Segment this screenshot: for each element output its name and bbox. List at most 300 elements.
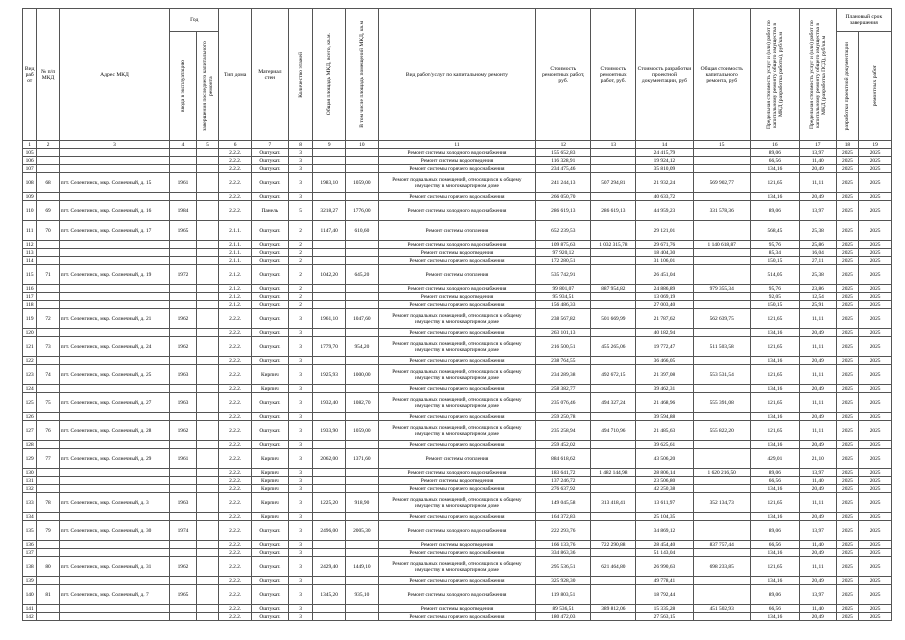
- cell-mkd-number: 81: [37, 585, 59, 605]
- table-row: [23, 449, 892, 469]
- cell-limit-psd: 20,49: [799, 193, 836, 201]
- cell-house-type: 2.2.2.: [219, 521, 252, 541]
- cell-repair-cost: 884 618,62: [536, 449, 591, 469]
- cell-floors: 3: [288, 577, 313, 585]
- cell-mkd-number: [37, 257, 59, 265]
- cell-total-cost: 555 391,08: [693, 393, 750, 413]
- cell-total-cost: [693, 413, 750, 421]
- cell-plan-design: 2025: [836, 449, 858, 469]
- column-number: 13: [591, 141, 636, 149]
- cell-repair-cost: 172 280,51: [536, 257, 591, 265]
- cell-wall-material: Оштукат.: [251, 541, 288, 549]
- cell-address: пгт. Селенгинск, мкр. Солнечный, д. 24: [59, 337, 169, 357]
- cell-total-area: 1933,90: [313, 421, 346, 441]
- cell-floors: 3: [288, 549, 313, 557]
- cell-wall-material: Оштукат.: [251, 585, 288, 605]
- cell-address: [59, 549, 169, 557]
- table-row: [23, 513, 892, 521]
- cell-floors: 3: [288, 365, 313, 385]
- cell-total-area: [313, 385, 346, 393]
- cell-address: [59, 577, 169, 585]
- cell-work-number: 124: [23, 385, 37, 393]
- cell-limit-psd: 20,49: [799, 577, 836, 585]
- cell-work-number: 139: [23, 577, 37, 585]
- cell-limit-works: 121,65: [750, 393, 799, 413]
- cell-work-number: 136: [23, 541, 37, 549]
- cell-limit-psd: 11,40: [799, 541, 836, 549]
- cell-last-repair-year: [196, 285, 219, 293]
- cell-limit-works: 150,15: [750, 301, 799, 309]
- cell-total-area: 1983,10: [313, 173, 346, 193]
- cell-last-repair-year: [196, 309, 219, 329]
- cell-mkd-number: 77: [37, 449, 59, 469]
- header-last-repair-year: завершения последнего капитального ремонта: [196, 32, 219, 141]
- cell-plan-repair: 2025: [859, 421, 892, 441]
- cell-commission-year: 1974: [170, 521, 197, 541]
- cell-work-kind: Ремонт системы холодного водоснабжения: [378, 585, 535, 605]
- cell-premises-area: 954,20: [346, 337, 379, 357]
- cell-plan-design: 2025: [836, 577, 858, 585]
- cell-plan-design: 2025: [836, 385, 858, 393]
- cell-total-cost: [693, 613, 750, 621]
- cell-premises-area: [346, 293, 379, 301]
- cell-design-cost: 18 792,44: [636, 585, 693, 605]
- cell-limit-psd: 25,86: [799, 241, 836, 249]
- column-number: 2: [37, 141, 59, 149]
- cell-address: пгт. Селенгинск, мкр. Солнечный, д. 7: [59, 585, 169, 605]
- cell-wall-material: Оштукат.: [251, 293, 288, 301]
- header-limit-cost-psd: Предельная стоимость услуг и (или) работ по капитальному ремонту общего имущества в МКД (разработка ПСД), руб/кв.м: [799, 9, 836, 141]
- cell-total-area: 1925,93: [313, 365, 346, 385]
- cell-total-area: [313, 441, 346, 449]
- cell-work-number: 129: [23, 449, 37, 469]
- cell-wall-material: Оштукат.: [251, 337, 288, 357]
- cell-work-number: 113: [23, 249, 37, 257]
- cell-work-kind: Ремонт системы горячего водоснабжения: [378, 301, 535, 309]
- cell-design-cost: 21 468,96: [636, 393, 693, 413]
- cell-plan-design: 2025: [836, 149, 858, 157]
- cell-repair-cost: 234 475,46: [536, 165, 591, 173]
- column-number: 5: [196, 141, 219, 149]
- cell-address: пгт. Селенгинск, мкр. Солнечный, д. 19: [59, 265, 169, 285]
- cell-address: пгт. Селенгинск, мкр. Солнечный, д. 17: [59, 221, 169, 241]
- cell-repair-cost: 263 101,13: [536, 329, 591, 337]
- cell-floors: 3: [288, 165, 313, 173]
- cell-commission-year: [170, 165, 197, 173]
- cell-plan-repair: 2025: [859, 393, 892, 413]
- cell-commission-year: [170, 541, 197, 549]
- cell-floors: 2: [288, 241, 313, 249]
- cell-address: пгт. Селенгинск, мкр. Солнечный, д. 30: [59, 521, 169, 541]
- cell-limit-psd: 11,11: [799, 393, 836, 413]
- column-number: 16: [750, 141, 799, 149]
- cell-commission-year: 1961: [170, 449, 197, 469]
- cell-work-number: 135: [23, 521, 37, 541]
- cell-limit-psd: 11,11: [799, 421, 836, 441]
- cell-plan-design: 2025: [836, 541, 858, 549]
- header-repair-cost-2: Стоимость ремонтных работ, руб.: [591, 9, 636, 141]
- cell-last-repair-year: [196, 613, 219, 621]
- cell-total-area: [313, 249, 346, 257]
- cell-last-repair-year: [196, 193, 219, 201]
- cell-address: пгт. Селенгинск, мкр. Солнечный, д. 3: [59, 493, 169, 513]
- cell-plan-design: 2025: [836, 441, 858, 449]
- cell-address: [59, 357, 169, 365]
- cell-plan-repair: 2025: [859, 413, 892, 421]
- cell-address: пгт. Селенгинск, мкр. Солнечный, д. 31: [59, 557, 169, 577]
- cell-total-area: 2062,00: [313, 449, 346, 469]
- cell-floors: 3: [288, 157, 313, 165]
- cell-floors: 3: [288, 485, 313, 493]
- column-number: 4: [170, 141, 197, 149]
- cell-plan-design: 2025: [836, 265, 858, 285]
- cell-floors: 3: [288, 557, 313, 577]
- table-row: [23, 421, 892, 441]
- cell-total-area: [313, 157, 346, 165]
- cell-premises-area: 1082,70: [346, 393, 379, 413]
- cell-plan-design: 2025: [836, 193, 858, 201]
- cell-design-cost: 25 104,35: [636, 513, 693, 521]
- cell-mkd-number: 70: [37, 221, 59, 241]
- cell-premises-area: [346, 541, 379, 549]
- cell-repair-cost: 241 244,13: [536, 173, 591, 193]
- cell-design-cost: 13 069,19: [636, 293, 693, 301]
- table-row: [23, 477, 892, 485]
- cell-work-kind: Ремонт подвальных помещений, относящихся к общему имуществу в многоквартирном доме: [378, 173, 535, 193]
- cell-work-number: 110: [23, 201, 37, 221]
- cell-plan-repair: 2025: [859, 585, 892, 605]
- cell-plan-repair: 2025: [859, 469, 892, 477]
- cell-mkd-number: [37, 513, 59, 521]
- cell-plan-repair: 2025: [859, 221, 892, 241]
- cell-repair-cost: 222 293,76: [536, 521, 591, 541]
- cell-total-cost: [693, 513, 750, 521]
- cell-last-repair-year: [196, 257, 219, 265]
- cell-address: [59, 257, 169, 265]
- cell-total-cost: [693, 249, 750, 257]
- cell-design-cost: 44 959,23: [636, 201, 693, 221]
- cell-repair-cost: 235 076,46: [536, 393, 591, 413]
- cell-address: [59, 249, 169, 257]
- header-house-type: Тип дома: [219, 9, 252, 141]
- cell-limit-psd: 20,49: [799, 441, 836, 449]
- cell-work-kind: Ремонт системы горячего водоснабжения: [378, 549, 535, 557]
- cell-repair-total: 492 672,15: [591, 365, 636, 385]
- cell-mkd-number: [37, 441, 59, 449]
- cell-last-repair-year: [196, 357, 219, 365]
- cell-total-area: [313, 541, 346, 549]
- cell-work-number: 118: [23, 301, 37, 309]
- table-row: [23, 165, 892, 173]
- cell-plan-design: 2025: [836, 513, 858, 521]
- cell-limit-works: 134,16: [750, 485, 799, 493]
- cell-last-repair-year: [196, 265, 219, 285]
- cell-plan-repair: 2025: [859, 557, 892, 577]
- cell-total-cost: 698 233,85: [693, 557, 750, 577]
- capital-repair-table: [22, 8, 892, 621]
- cell-wall-material: Оштукат.: [251, 413, 288, 421]
- cell-design-cost: 39 594,88: [636, 413, 693, 421]
- cell-plan-design: 2025: [836, 549, 858, 557]
- cell-wall-material: Оштукат.: [251, 557, 288, 577]
- cell-mkd-number: [37, 605, 59, 613]
- cell-house-type: 2.2.2.: [219, 485, 252, 493]
- cell-floors: 3: [288, 329, 313, 337]
- cell-work-kind: Ремонт подвальных помещений, относящихся к общему имуществу в многоквартирном доме: [378, 309, 535, 329]
- cell-commission-year: 1963: [170, 365, 197, 385]
- cell-floors: 2: [288, 301, 313, 309]
- cell-mkd-number: [37, 357, 59, 365]
- cell-floors: 2: [288, 285, 313, 293]
- cell-repair-cost: 149 045,58: [536, 493, 591, 513]
- table-row: [23, 293, 892, 301]
- cell-floors: 3: [288, 469, 313, 477]
- cell-work-number: 128: [23, 441, 37, 449]
- cell-house-type: 2.2.2.: [219, 449, 252, 469]
- cell-commission-year: [170, 249, 197, 257]
- cell-floors: 3: [288, 493, 313, 513]
- table-row: [23, 221, 892, 241]
- cell-plan-repair: 2025: [859, 201, 892, 221]
- cell-last-repair-year: [196, 441, 219, 449]
- cell-design-cost: 24 415,79: [636, 149, 693, 157]
- cell-premises-area: [346, 485, 379, 493]
- cell-plan-repair: 2025: [859, 477, 892, 485]
- cell-house-type: 2.2.2.: [219, 393, 252, 413]
- cell-limit-works: 121,65: [750, 421, 799, 441]
- cell-commission-year: [170, 613, 197, 621]
- cell-house-type: 2.1.1.: [219, 249, 252, 257]
- cell-limit-psd: 12,54: [799, 293, 836, 301]
- cell-limit-works: 121,65: [750, 365, 799, 385]
- cell-work-number: 112: [23, 241, 37, 249]
- cell-total-cost: [693, 329, 750, 337]
- header-floors: Количество этажей: [288, 9, 313, 141]
- cell-floors: 3: [288, 173, 313, 193]
- cell-premises-area: 1000,00: [346, 365, 379, 385]
- cell-limit-psd: 25,38: [799, 221, 836, 241]
- cell-work-kind: Ремонт системы водоотведения: [378, 477, 535, 485]
- cell-work-kind: Ремонт подвальных помещений, относящихся к общему имуществу в многоквартирном доме: [378, 337, 535, 357]
- header-mkd-number: № п/п МКД: [37, 9, 59, 141]
- cell-premises-area: [346, 193, 379, 201]
- cell-work-number: 142: [23, 613, 37, 621]
- cell-plan-repair: 2025: [859, 541, 892, 549]
- cell-total-cost: 979 355,34: [693, 285, 750, 293]
- cell-plan-design: 2025: [836, 557, 858, 577]
- cell-total-cost: 569 902,77: [693, 173, 750, 193]
- cell-limit-psd: 20,49: [799, 385, 836, 393]
- header-design-cost: Стоимость разработки проектной документации, руб: [636, 9, 693, 141]
- cell-commission-year: [170, 193, 197, 201]
- cell-design-cost: 19 924,12: [636, 157, 693, 165]
- cell-total-cost: [693, 449, 750, 469]
- cell-last-repair-year: [196, 541, 219, 549]
- cell-mkd-number: [37, 149, 59, 157]
- table-body: [23, 149, 892, 621]
- cell-floors: 3: [288, 449, 313, 469]
- cell-limit-psd: 11,11: [799, 173, 836, 193]
- table-row: [23, 337, 892, 357]
- cell-commission-year: [170, 357, 197, 365]
- cell-repair-cost: 325 928,30: [536, 577, 591, 585]
- cell-plan-repair: 2025: [859, 329, 892, 337]
- cell-work-kind: Ремонт подвальных помещений, относящихся к общему имуществу в многоквартирном доме: [378, 393, 535, 413]
- cell-repair-total: [591, 265, 636, 285]
- cell-premises-area: [346, 257, 379, 265]
- cell-work-number: 132: [23, 485, 37, 493]
- cell-repair-total: [591, 413, 636, 421]
- cell-plan-repair: 2025: [859, 613, 892, 621]
- cell-house-type: 2.2.2.: [219, 173, 252, 193]
- cell-total-area: 1345,20: [313, 585, 346, 605]
- header-repair-cost: Стоимость ремонтных работ, руб.: [536, 9, 591, 141]
- table-row: [23, 301, 892, 309]
- cell-design-cost: 21 397,08: [636, 365, 693, 385]
- cell-floors: 3: [288, 513, 313, 521]
- cell-mkd-number: 69: [37, 201, 59, 221]
- cell-total-cost: [693, 585, 750, 605]
- column-number-row: [23, 141, 892, 149]
- cell-work-kind: Ремонт системы горячего водоснабжения: [378, 413, 535, 421]
- column-number: 3: [59, 141, 169, 149]
- cell-premises-area: [346, 441, 379, 449]
- cell-limit-works: 121,65: [750, 493, 799, 513]
- cell-repair-cost: 259 250,78: [536, 413, 591, 421]
- cell-address: [59, 485, 169, 493]
- cell-work-kind: Ремонт системы горячего водоснабжения: [378, 329, 535, 337]
- cell-repair-total: 1 482 144,98: [591, 469, 636, 477]
- cell-plan-design: 2025: [836, 393, 858, 413]
- cell-plan-repair: 2025: [859, 441, 892, 449]
- cell-total-cost: [693, 257, 750, 265]
- cell-house-type: 2.2.2.: [219, 557, 252, 577]
- cell-address: пгт. Селенгинск, мкр. Солнечный, д. 21: [59, 309, 169, 329]
- cell-repair-cost: 183 641,72: [536, 469, 591, 477]
- cell-work-number: 133: [23, 493, 37, 513]
- cell-wall-material: Оштукат.: [251, 265, 288, 285]
- cell-limit-psd: 11,11: [799, 337, 836, 357]
- cell-total-cost: 837 757,44: [693, 541, 750, 549]
- cell-premises-area: [346, 301, 379, 309]
- cell-work-kind: Ремонт подвальных помещений, относящихся к общему имуществу в многоквартирном доме: [378, 365, 535, 385]
- cell-plan-repair: 2025: [859, 265, 892, 285]
- cell-plan-repair: 2025: [859, 257, 892, 265]
- cell-repair-cost: 137 246,72: [536, 477, 591, 485]
- table-row: [23, 549, 892, 557]
- cell-last-repair-year: [196, 605, 219, 613]
- header-total-area: Общая площадь МКД, всего, кв.м.: [313, 9, 346, 141]
- cell-floors: 3: [288, 541, 313, 549]
- cell-limit-works: 121,65: [750, 557, 799, 577]
- cell-work-number: 116: [23, 285, 37, 293]
- cell-house-type: 2.2.2.: [219, 357, 252, 365]
- cell-repair-total: 494 327,24: [591, 393, 636, 413]
- cell-last-repair-year: [196, 301, 219, 309]
- cell-work-number: 121: [23, 337, 37, 357]
- cell-last-repair-year: [196, 157, 219, 165]
- cell-limit-works: 121,65: [750, 337, 799, 357]
- cell-repair-cost: 652 239,53: [536, 221, 591, 241]
- cell-total-area: [313, 165, 346, 173]
- cell-house-type: 2.2.2.: [219, 149, 252, 157]
- cell-work-number: 109: [23, 193, 37, 201]
- cell-mkd-number: 78: [37, 493, 59, 513]
- cell-last-repair-year: [196, 585, 219, 605]
- cell-commission-year: 1962: [170, 337, 197, 357]
- cell-repair-total: [591, 513, 636, 521]
- cell-total-cost: 331 578,36: [693, 201, 750, 221]
- cell-work-number: 123: [23, 365, 37, 385]
- cell-floors: 3: [288, 421, 313, 441]
- cell-wall-material: Оштукат.: [251, 521, 288, 541]
- cell-floors: 3: [288, 521, 313, 541]
- cell-limit-psd: 20,49: [799, 549, 836, 557]
- cell-plan-design: 2025: [836, 521, 858, 541]
- cell-work-number: 105: [23, 149, 37, 157]
- cell-design-cost: 39 462,31: [636, 385, 693, 393]
- cell-mkd-number: 68: [37, 173, 59, 193]
- cell-commission-year: 1962: [170, 557, 197, 577]
- cell-mkd-number: [37, 249, 59, 257]
- cell-limit-psd: 16,04: [799, 249, 836, 257]
- cell-plan-design: 2025: [836, 585, 858, 605]
- cell-premises-area: [346, 165, 379, 173]
- cell-commission-year: [170, 441, 197, 449]
- cell-plan-design: 2025: [836, 157, 858, 165]
- cell-last-repair-year: [196, 413, 219, 421]
- cell-address: [59, 241, 169, 249]
- cell-repair-total: 1 032 315,78: [591, 241, 636, 249]
- cell-work-kind: Ремонт системы водоотведения: [378, 157, 535, 165]
- table-row: [23, 157, 892, 165]
- cell-repair-total: 389 812,06: [591, 605, 636, 613]
- cell-total-area: [313, 549, 346, 557]
- cell-wall-material: Кирпич: [251, 477, 288, 485]
- cell-total-area: [313, 193, 346, 201]
- cell-last-repair-year: [196, 469, 219, 477]
- cell-repair-total: 621 464,80: [591, 557, 636, 577]
- cell-total-cost: 352 134,73: [693, 493, 750, 513]
- cell-commission-year: [170, 301, 197, 309]
- cell-work-number: 138: [23, 557, 37, 577]
- header-plan-group: Плановый срок завершения: [836, 9, 891, 32]
- cell-design-cost: 34 869,12: [636, 521, 693, 541]
- cell-limit-psd: 20,49: [799, 329, 836, 337]
- cell-limit-works: 134,16: [750, 329, 799, 337]
- cell-plan-repair: 2025: [859, 485, 892, 493]
- cell-house-type: 2.2.2.: [219, 577, 252, 585]
- cell-floors: 3: [288, 149, 313, 157]
- cell-wall-material: Оштукат.: [251, 221, 288, 241]
- cell-limit-psd: 20,49: [799, 485, 836, 493]
- cell-premises-area: [346, 157, 379, 165]
- cell-repair-cost: 235 258,94: [536, 421, 591, 441]
- cell-work-number: 127: [23, 421, 37, 441]
- cell-total-area: 1147,40: [313, 221, 346, 241]
- cell-work-kind: Ремонт системы отопления: [378, 221, 535, 241]
- cell-work-kind: Ремонт системы холодного водоснабжения: [378, 521, 535, 541]
- cell-premises-area: 2005,30: [346, 521, 379, 541]
- cell-mkd-number: [37, 485, 59, 493]
- cell-plan-repair: 2025: [859, 165, 892, 173]
- column-number: 14: [636, 141, 693, 149]
- cell-premises-area: [346, 577, 379, 585]
- cell-total-cost: [693, 165, 750, 173]
- cell-work-number: 117: [23, 293, 37, 301]
- cell-limit-psd: 13,97: [799, 201, 836, 221]
- cell-address: [59, 413, 169, 421]
